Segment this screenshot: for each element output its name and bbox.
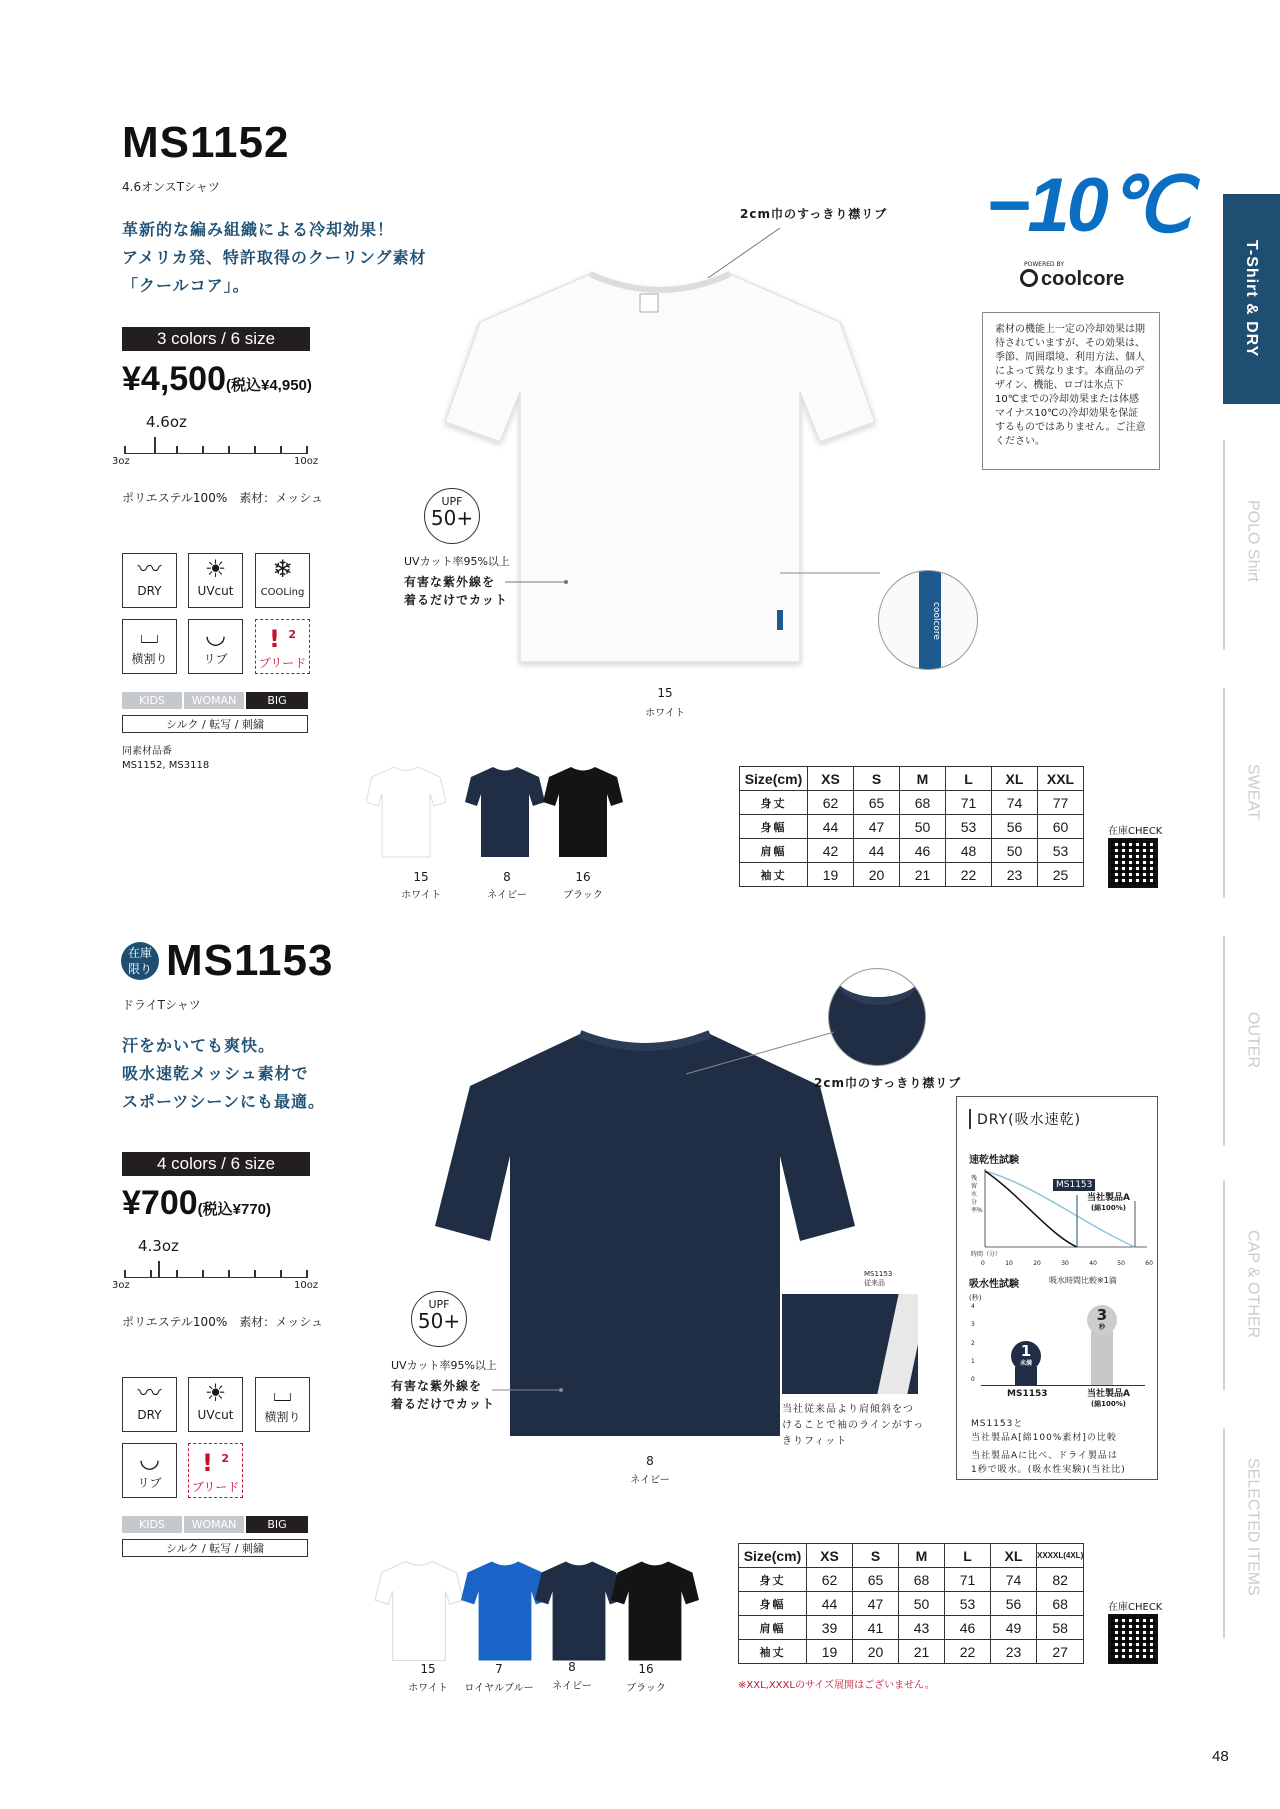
chart-tag-product-a bbox=[1087, 1193, 1130, 1213]
same-material-codes: MS1152, MS3118 bbox=[122, 760, 210, 771]
product1-collar-callout: 2cm巾のすっきり襟リブ bbox=[740, 207, 888, 221]
minus-10-logo: −10℃ bbox=[986, 163, 1189, 248]
feature-label: DRY bbox=[137, 1408, 162, 1422]
absorb-yticks bbox=[971, 1303, 975, 1383]
swatch-name: ネイビー bbox=[487, 890, 527, 901]
swatch-name: ブラック bbox=[626, 1683, 666, 1694]
dry-caption-2 bbox=[971, 1449, 1126, 1477]
sleeve-text-line: 当社従来品より肩傾斜をつ bbox=[782, 1404, 914, 1415]
size-cell: 21 bbox=[899, 1640, 945, 1664]
badge-value: 1 bbox=[1020, 1342, 1032, 1360]
size-cell: 60 bbox=[1038, 815, 1084, 839]
size-cell: 肩幅 bbox=[740, 839, 808, 863]
side-tab-outer[interactable] bbox=[1223, 936, 1280, 1146]
bleed-number: 2 bbox=[221, 1452, 229, 1465]
upf-value: 50+ bbox=[430, 506, 474, 530]
product1-upf-badge bbox=[424, 488, 480, 544]
side-tab-label: SWEAT bbox=[1244, 764, 1262, 820]
same-material-label: 同素材品番 bbox=[122, 746, 172, 757]
sleeve-compare-text bbox=[782, 1402, 924, 1450]
swatch-shirt[interactable] bbox=[366, 762, 446, 862]
size-cell: 71 bbox=[945, 1568, 991, 1592]
absorb-test-note: 吸水時間比較※1滴 bbox=[1049, 1276, 1117, 1285]
side-seamless-icon: ⌴ 横割り bbox=[122, 619, 177, 674]
size-cell: 56 bbox=[991, 1592, 1037, 1616]
size-cell: 74 bbox=[992, 791, 1038, 815]
side-tab-label: OUTER bbox=[1244, 1012, 1262, 1068]
coolcore-disclaimer: 素材の機能上一定の冷却効果は期待されていますが、その効果は、季節、周囲環境、利用方法、個人によって異なります。本商品のデザイン、機能、ロゴは氷点下10℃までの冷却効果または体感マイナス10℃の冷却効果を保証するものではありません。ご注意ください。 bbox=[982, 312, 1160, 470]
size-cell: 71 bbox=[946, 791, 992, 815]
uv-text-line: 有害な紫外線を bbox=[391, 1379, 483, 1393]
product2-weight: 4.3oz bbox=[138, 1237, 179, 1255]
scale-min: 3oz bbox=[112, 1280, 130, 1291]
qr-label: 在庫CHECK bbox=[1108, 826, 1163, 837]
side-tab-polo[interactable] bbox=[1223, 440, 1280, 650]
side-tab-tshirt-dry[interactable]: T-Shirt & DRY bbox=[1223, 194, 1280, 404]
table-row bbox=[740, 791, 1084, 815]
swatch-num: 15 bbox=[420, 1662, 436, 1676]
swatch-name: ネイビー bbox=[552, 1681, 592, 1692]
uv-cut-icon: ☀ UVcut bbox=[188, 1377, 243, 1432]
feature-label: DRY bbox=[137, 584, 162, 598]
xtick: 50 bbox=[1117, 1260, 1125, 1267]
product1-subtitle: 4.6オンスTシャツ bbox=[122, 180, 220, 194]
size-tag-woman: WOMAN bbox=[184, 692, 244, 709]
size-cell: 44 bbox=[808, 815, 854, 839]
scale-min: 3oz bbox=[112, 456, 130, 467]
table-row bbox=[739, 1616, 1084, 1640]
dry-test-panel bbox=[956, 1096, 1158, 1480]
size-cell: 62 bbox=[808, 791, 854, 815]
size-cell: 身幅 bbox=[739, 1592, 807, 1616]
size-cell: Size(cm) bbox=[740, 767, 808, 791]
absorb-test-title: 吸水性試験 bbox=[969, 1279, 1019, 1290]
powered-by: POWERED BY bbox=[1024, 261, 1065, 268]
ytick: 4 bbox=[971, 1303, 975, 1310]
size-cell: 68 bbox=[1037, 1592, 1084, 1616]
ytick: 1 bbox=[971, 1357, 975, 1365]
swatch-num: 7 bbox=[495, 1662, 503, 1676]
swatch-num: 8 bbox=[568, 1660, 576, 1674]
sleeve-text-line: けることで袖のラインがすっ bbox=[782, 1420, 925, 1431]
uv-text-line: 着るだけでカット bbox=[404, 593, 508, 607]
page-number: 48 bbox=[1212, 1748, 1229, 1765]
bar-note: (綿100%) bbox=[1090, 1400, 1126, 1408]
swatch-shirt[interactable] bbox=[543, 762, 623, 862]
dry-icon: 〰 DRY bbox=[122, 553, 177, 608]
size-cell: 43 bbox=[899, 1616, 945, 1640]
size-cell: S bbox=[853, 1544, 899, 1568]
size-cell: 21 bbox=[900, 863, 946, 887]
press-methods: シルク / 転写 / 刺繍 bbox=[122, 1539, 308, 1557]
ytick: 0 bbox=[971, 1376, 975, 1383]
swatch-name: ブラック bbox=[563, 890, 603, 901]
caption-line: 当社製品Aに比べ、ドライ製品は bbox=[971, 1451, 1118, 1461]
xtick: 30 bbox=[1061, 1260, 1069, 1267]
product1-price bbox=[122, 360, 312, 399]
size-cell: L bbox=[945, 1544, 991, 1568]
caption-line: 当社製品A[綿100%素材]の比較 bbox=[971, 1433, 1117, 1443]
product2-price bbox=[122, 1184, 271, 1223]
absorb-badge-product-a bbox=[1087, 1305, 1117, 1335]
size-cell: 44 bbox=[807, 1592, 853, 1616]
coolcore-logo-text: coolcore bbox=[1041, 268, 1125, 290]
same-material bbox=[122, 745, 209, 773]
table-row bbox=[739, 1592, 1084, 1616]
qr-code-icon[interactable] bbox=[1108, 838, 1158, 888]
chart-tag-label: 当社製品A bbox=[1087, 1193, 1130, 1203]
size-cell: 50 bbox=[900, 815, 946, 839]
limited-stock-badge bbox=[121, 942, 159, 980]
size-cell: 68 bbox=[899, 1568, 945, 1592]
product2-uv-rate: UVカット率95%以上 bbox=[391, 1359, 497, 1372]
size-note: ※XXL,XXXLのサイズ展開はございません。 bbox=[738, 1680, 935, 1691]
feature-label: UVcut bbox=[197, 1408, 234, 1422]
bleed-warning-icon: ! $^2$ ブリード bbox=[255, 619, 310, 674]
size-cell: 46 bbox=[900, 839, 946, 863]
product2-main-color-num: 8 bbox=[646, 1454, 654, 1468]
absorb-bar-product-a bbox=[1091, 1331, 1113, 1385]
table-row bbox=[740, 839, 1084, 863]
size-cell: 20 bbox=[853, 1640, 899, 1664]
price-value: ¥700 bbox=[122, 1184, 198, 1222]
catch-line: 吸水速乾メッシュ素材で bbox=[122, 1064, 309, 1083]
size-cell: XS bbox=[808, 767, 854, 791]
product2-weight-scale bbox=[124, 1262, 308, 1278]
coolcore-tag-zoom bbox=[878, 570, 978, 670]
size-cell: 袖丈 bbox=[739, 1640, 807, 1664]
chart-xlabel: 時間（分） bbox=[971, 1251, 1002, 1258]
xtick: 40 bbox=[1089, 1260, 1097, 1267]
size-cell: 22 bbox=[945, 1640, 991, 1664]
bleed-warning-icon: ! $^2$ ブリード bbox=[188, 1443, 243, 1498]
size-cell: 22 bbox=[946, 863, 992, 887]
size-cell: 身丈 bbox=[740, 791, 808, 815]
dry-panel-title: DRY(吸水速乾) bbox=[969, 1109, 1081, 1129]
size-cell: 23 bbox=[991, 1640, 1037, 1664]
product1-size-table bbox=[739, 766, 1084, 887]
size-cell: 50 bbox=[992, 839, 1038, 863]
size-cell: XL bbox=[991, 1544, 1037, 1568]
xtick: 10 bbox=[1005, 1260, 1013, 1267]
xtick: 0 bbox=[981, 1260, 985, 1267]
size-cell: 77 bbox=[1038, 791, 1084, 815]
badge-sub: 未満 bbox=[1019, 1360, 1032, 1367]
swatch-num: 8 bbox=[503, 870, 511, 884]
swatch-name: ホワイト bbox=[401, 890, 441, 901]
size-cell: 46 bbox=[945, 1616, 991, 1640]
chart-tag-ms1153: MS1153 bbox=[1053, 1179, 1095, 1191]
side-tab-sweat[interactable] bbox=[1223, 688, 1280, 898]
side-tab-label: POLO Shirt bbox=[1244, 500, 1262, 582]
catch-line: 「クールコア」。 bbox=[122, 276, 250, 295]
size-cell: 53 bbox=[1038, 839, 1084, 863]
absorb-bar-label: MS1153 bbox=[1007, 1389, 1048, 1399]
product1-main-color-name: ホワイト bbox=[645, 708, 685, 719]
swatch-name: ホワイト bbox=[408, 1683, 448, 1694]
feature-label: リブ bbox=[203, 652, 228, 666]
sleeve-text-line: きりフィット bbox=[782, 1436, 848, 1447]
chart-xticks bbox=[981, 1260, 1153, 1267]
price-tax: (税込¥4,950) bbox=[226, 377, 312, 394]
size-cell: 肩幅 bbox=[739, 1616, 807, 1640]
product2-size-table bbox=[738, 1543, 1084, 1664]
size-cell: 19 bbox=[807, 1640, 853, 1664]
ytick: 2 bbox=[971, 1339, 975, 1347]
product1-main-color-num: 15 bbox=[657, 686, 673, 700]
size-cell: 23 bbox=[992, 863, 1038, 887]
swatch-name: ロイヤルブルー bbox=[464, 1683, 534, 1694]
swatch-num: 16 bbox=[575, 870, 591, 884]
product1-model: MS1152 bbox=[122, 118, 290, 167]
scale-max: 10oz bbox=[294, 456, 319, 467]
callout-line bbox=[700, 222, 790, 284]
catch-line: アメリカ発、特許取得のクーリング素材 bbox=[122, 248, 427, 267]
size-cell: 41 bbox=[853, 1616, 899, 1640]
size-cell: M bbox=[899, 1544, 945, 1568]
size-cell: 39 bbox=[807, 1616, 853, 1640]
product1-uv-text bbox=[404, 573, 508, 609]
feature-label: COOLing bbox=[260, 587, 305, 598]
bleed-number: 2 bbox=[288, 628, 296, 641]
size-cell: 65 bbox=[853, 1568, 899, 1592]
product1-material: ポリエステル100% 素材：メッシュ bbox=[122, 491, 323, 505]
size-cell: 47 bbox=[853, 1592, 899, 1616]
size-cell: S bbox=[854, 767, 900, 791]
product1-weight-scale bbox=[124, 438, 308, 454]
product2-collar-callout: 2cm巾のすっきり襟リブ bbox=[814, 1076, 962, 1090]
coolcore-logo bbox=[1020, 268, 1124, 291]
collar-zoom bbox=[828, 968, 926, 1066]
sleeve-compare-photo bbox=[782, 1264, 918, 1394]
size-cell: 49 bbox=[991, 1616, 1037, 1640]
size-cell: 74 bbox=[991, 1568, 1037, 1592]
size-cell: 44 bbox=[854, 839, 900, 863]
side-tab-cap-other[interactable] bbox=[1223, 1180, 1280, 1390]
size-cell: L bbox=[946, 767, 992, 791]
dry-icon: 〰 DRY bbox=[122, 1377, 177, 1432]
size-tag-kids: KIDS bbox=[122, 692, 182, 709]
catch-line: 革新的な編み組織による冷却効果！ bbox=[122, 220, 395, 239]
size-table-header bbox=[740, 767, 1084, 791]
product1-catch bbox=[122, 216, 427, 300]
badge-line: 在庫 bbox=[127, 946, 152, 960]
size-cell: 47 bbox=[854, 815, 900, 839]
size-cell: 27 bbox=[1037, 1640, 1084, 1664]
size-cell: 25 bbox=[1038, 863, 1084, 887]
callout-line bbox=[505, 578, 569, 586]
badge-sub: 秒 bbox=[1098, 1324, 1105, 1331]
size-tag-big: BIG bbox=[246, 1516, 308, 1533]
xtick: 20 bbox=[1033, 1260, 1041, 1267]
swatch-num: 16 bbox=[638, 1662, 654, 1676]
catch-line: 汗をかいても爽快。 bbox=[122, 1036, 276, 1055]
size-tag-big: BIG bbox=[246, 692, 308, 709]
size-cell: XXXXL(4XL) bbox=[1037, 1544, 1084, 1568]
product1-colors-sizes: 3 colors / 6 size bbox=[122, 327, 310, 351]
rib-icon: ◡ リブ bbox=[188, 619, 243, 674]
size-cell: 19 bbox=[808, 863, 854, 887]
side-tab-label: SELECTED ITEMS bbox=[1244, 1458, 1262, 1596]
caption-line: 1秒で吸水。(吸水性実験)(当社比) bbox=[971, 1465, 1126, 1475]
absorb-bar-label bbox=[1087, 1389, 1130, 1409]
feature-label: ブリード bbox=[191, 1480, 240, 1494]
uv-cut-icon: ☀ UVcut bbox=[188, 553, 243, 608]
xtick: 60 bbox=[1145, 1260, 1153, 1267]
size-cell: 20 bbox=[854, 863, 900, 887]
tag-label: coolcore bbox=[919, 571, 941, 670]
quick-dry-test-title: 速乾性試験 bbox=[969, 1155, 1019, 1166]
sleeve-label: 従来品 bbox=[864, 1279, 885, 1287]
size-cell: 53 bbox=[946, 815, 992, 839]
product2-material: ポリエステル100% 素材：メッシュ bbox=[122, 1315, 323, 1329]
sleeve-label: MS1153 bbox=[864, 1270, 893, 1278]
caption-line: MS1153と bbox=[971, 1419, 1024, 1429]
size-cell: 53 bbox=[945, 1592, 991, 1616]
product2-uv-text bbox=[391, 1377, 495, 1413]
product2-catch bbox=[122, 1032, 325, 1116]
table-row bbox=[740, 815, 1084, 839]
swatch-shirt[interactable] bbox=[465, 762, 545, 862]
size-cell: XXL bbox=[1038, 767, 1084, 791]
table-row bbox=[739, 1568, 1084, 1592]
dry-caption-1 bbox=[971, 1417, 1117, 1445]
feature-label: ブリード bbox=[258, 656, 307, 670]
sleeve-compare-labels bbox=[864, 1270, 892, 1288]
callout-line bbox=[680, 1030, 840, 1080]
bar-label: 当社製品A bbox=[1087, 1389, 1130, 1399]
product1-uv-rate: UVカット率95%以上 bbox=[404, 555, 510, 568]
product1-weight: 4.6oz bbox=[146, 413, 187, 431]
size-cell: 62 bbox=[807, 1568, 853, 1592]
qr-label: 在庫CHECK bbox=[1108, 1602, 1163, 1613]
ytick: 3 bbox=[971, 1321, 975, 1329]
size-cell: 56 bbox=[992, 815, 1038, 839]
badge-line: 限り bbox=[127, 962, 152, 976]
rib-icon: ◡ リブ bbox=[122, 1443, 177, 1498]
qr-code-icon[interactable] bbox=[1108, 1614, 1158, 1664]
chart-ylabel: 残留水分率% bbox=[971, 1175, 983, 1214]
size-cell: 袖丈 bbox=[740, 863, 808, 887]
size-cell: 65 bbox=[854, 791, 900, 815]
upf-label: UPF bbox=[428, 1298, 450, 1311]
size-cell: 身幅 bbox=[740, 815, 808, 839]
upf-label: UPF bbox=[441, 495, 463, 508]
side-seamless-icon: ⌴ 横割り bbox=[255, 1377, 310, 1432]
callout-line bbox=[492, 1386, 564, 1394]
absorb-badge-ms1153 bbox=[1011, 1341, 1041, 1371]
size-cell: 42 bbox=[808, 839, 854, 863]
feature-label: 横割り bbox=[131, 652, 168, 666]
size-tag-kids: KIDS bbox=[122, 1516, 182, 1533]
product2-subtitle: ドライTシャツ bbox=[122, 998, 201, 1012]
product2-colors-sizes: 4 colors / 6 size bbox=[122, 1152, 310, 1176]
catch-line: スポーツシーンにも最適。 bbox=[122, 1092, 326, 1111]
product2-upf-badge bbox=[411, 1291, 467, 1347]
size-cell: 82 bbox=[1037, 1568, 1084, 1592]
uv-text-line: 着るだけでカット bbox=[391, 1397, 495, 1411]
callout-line bbox=[780, 570, 880, 576]
swatch-num: 15 bbox=[413, 870, 429, 884]
press-methods: シルク / 転写 / 刺繍 bbox=[122, 715, 308, 733]
feature-label: リブ bbox=[137, 1476, 162, 1490]
size-cell: 68 bbox=[900, 791, 946, 815]
price-tax: (税込¥770) bbox=[197, 1201, 272, 1218]
product2-model: MS1153 bbox=[166, 936, 334, 985]
cooling-icon: ❄ COOLing bbox=[255, 553, 310, 608]
size-cell: 48 bbox=[946, 839, 992, 863]
size-tag-woman: WOMAN bbox=[184, 1516, 244, 1533]
size-cell: 50 bbox=[899, 1592, 945, 1616]
absorb-test-unit: (秒) bbox=[969, 1294, 982, 1302]
chart-tag-sublabel: (綿100%) bbox=[1090, 1204, 1126, 1212]
size-cell: XL bbox=[992, 767, 1038, 791]
swatch-shirt[interactable] bbox=[610, 1556, 700, 1666]
product2-main-color-name: ネイビー bbox=[630, 1475, 670, 1486]
absorb-axis bbox=[981, 1385, 1145, 1386]
size-cell: 身丈 bbox=[739, 1568, 807, 1592]
side-tab-label: CAP & OTHER bbox=[1244, 1230, 1262, 1339]
swatch-shirt[interactable] bbox=[374, 1556, 464, 1666]
feature-label: 横割り bbox=[264, 1410, 301, 1424]
scale-max: 10oz bbox=[294, 1280, 319, 1291]
upf-value: 50+ bbox=[417, 1309, 461, 1333]
size-table-header bbox=[739, 1544, 1084, 1568]
size-cell: M bbox=[900, 767, 946, 791]
side-tab-selected-items[interactable] bbox=[1223, 1428, 1280, 1638]
size-cell: XS bbox=[807, 1544, 853, 1568]
table-row bbox=[739, 1640, 1084, 1664]
uv-text-line: 有害な紫外線を bbox=[404, 575, 496, 589]
price-value: ¥4,500 bbox=[122, 360, 226, 398]
badge-value: 3 bbox=[1096, 1306, 1108, 1324]
product1-main-shirt bbox=[440, 262, 880, 672]
size-cell: 58 bbox=[1037, 1616, 1084, 1640]
size-cell: Size(cm) bbox=[739, 1544, 807, 1568]
table-row bbox=[740, 863, 1084, 887]
feature-label: UVcut bbox=[197, 584, 234, 598]
